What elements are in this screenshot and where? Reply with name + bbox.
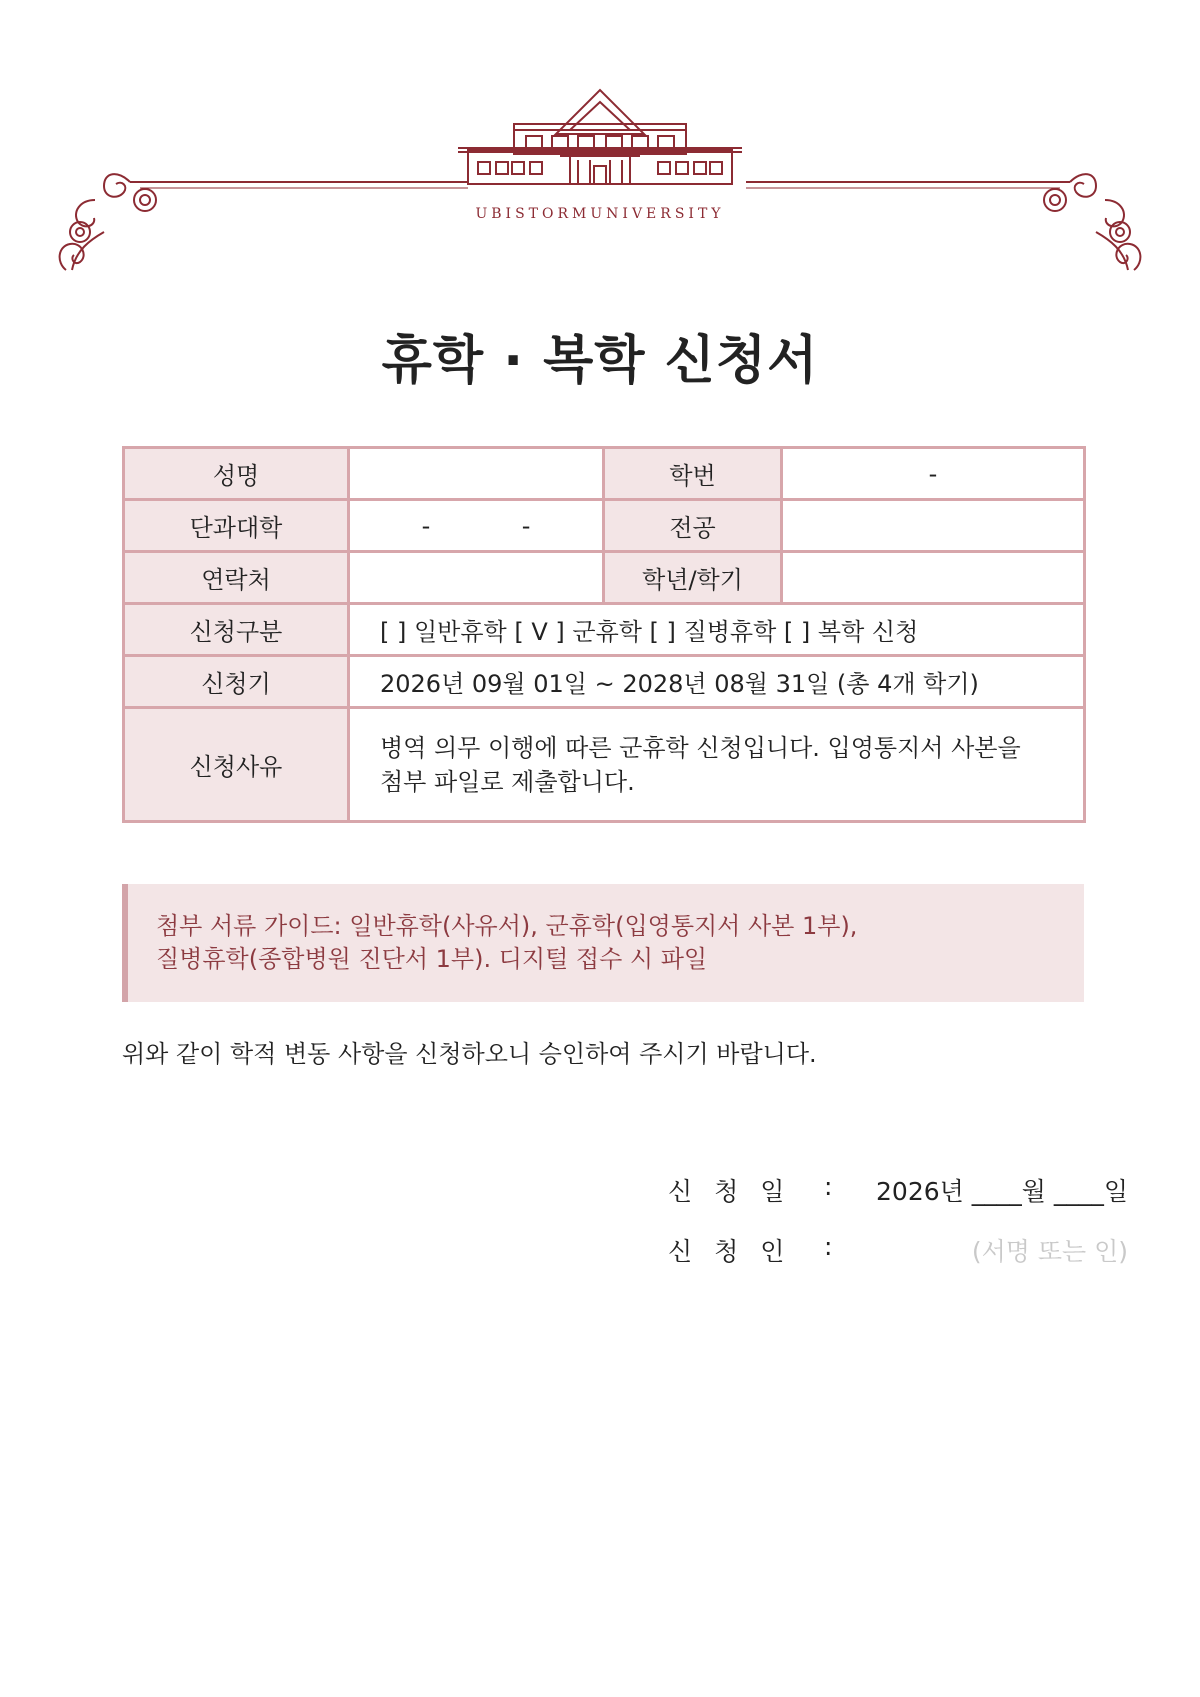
name-field[interactable] — [349, 448, 604, 500]
reason-line: 첨부 파일로 제출합니다. — [380, 767, 635, 796]
table-row — [124, 708, 1085, 822]
applicant-signature-row — [668, 1232, 1128, 1268]
year-semester-field[interactable] — [782, 552, 1085, 604]
contact-field[interactable] — [349, 552, 604, 604]
contact-label: 연락처 — [124, 552, 349, 604]
table-row — [124, 552, 1085, 604]
name-label: 성명 — [124, 448, 349, 500]
corner-ornament-left — [60, 174, 156, 270]
year-semester-label: 학년/학기 — [604, 552, 782, 604]
guide-line: 질병휴학(종합병원 진단서 1부). 디지털 접수 시 파일 — [156, 945, 708, 973]
date-colon: : — [824, 1172, 833, 1201]
guide-line: 첨부 서류 가이드: 일반휴학(사유서), 군휴학(입영통지서 사본 1부), — [156, 912, 858, 940]
application-type-field[interactable]: [ ] 일반휴학 [ V ] 군휴학 [ ] 질병휴학 [ ] 복학 신청 — [349, 604, 1085, 656]
table-row — [124, 448, 1085, 500]
application-info-table — [122, 446, 1086, 823]
application-period-field[interactable]: 2026년 09월 01일 ~ 2028년 08월 31일 (총 4개 학기) — [349, 656, 1085, 708]
table-row — [124, 656, 1085, 708]
university-building-icon — [458, 90, 742, 184]
college-field[interactable]: - - — [349, 500, 604, 552]
applicant-label: 신청인 — [668, 1237, 807, 1266]
corner-ornament-right — [1044, 174, 1140, 270]
student-id-label: 학번 — [604, 448, 782, 500]
page-title: 휴학 · 복학 신청서 — [381, 331, 819, 391]
table-row — [124, 604, 1085, 656]
application-period-label: 신청기 — [124, 656, 349, 708]
reason-line: 병역 의무 이행에 따른 군휴학 신청입니다. 입영통지서 사본을 — [380, 733, 1021, 762]
signature-field[interactable]: (서명 또는 인) — [971, 1237, 1128, 1266]
table-row — [124, 500, 1085, 552]
application-type-label: 신청구분 — [124, 604, 349, 656]
application-date-row — [668, 1172, 1128, 1208]
attachment-guide-box — [122, 884, 1084, 1002]
application-reason-field[interactable] — [349, 708, 1085, 822]
major-label: 전공 — [604, 500, 782, 552]
college-label: 단과대학 — [124, 500, 349, 552]
request-sentence: 위와 같이 학적 변동 사항을 신청하오니 승인하여 주시기 바랍니다. — [122, 1040, 817, 1068]
major-field[interactable] — [782, 500, 1085, 552]
application-reason-label: 신청사유 — [124, 708, 349, 822]
student-id-field[interactable]: - — [782, 448, 1085, 500]
application-date-label: 신청일 — [668, 1177, 807, 1206]
application-date-field[interactable]: 2026년 ____월 ____일 — [876, 1177, 1128, 1206]
university-name: UBISTORMUNIVERSITY — [475, 206, 725, 222]
applicant-colon: : — [824, 1232, 833, 1261]
